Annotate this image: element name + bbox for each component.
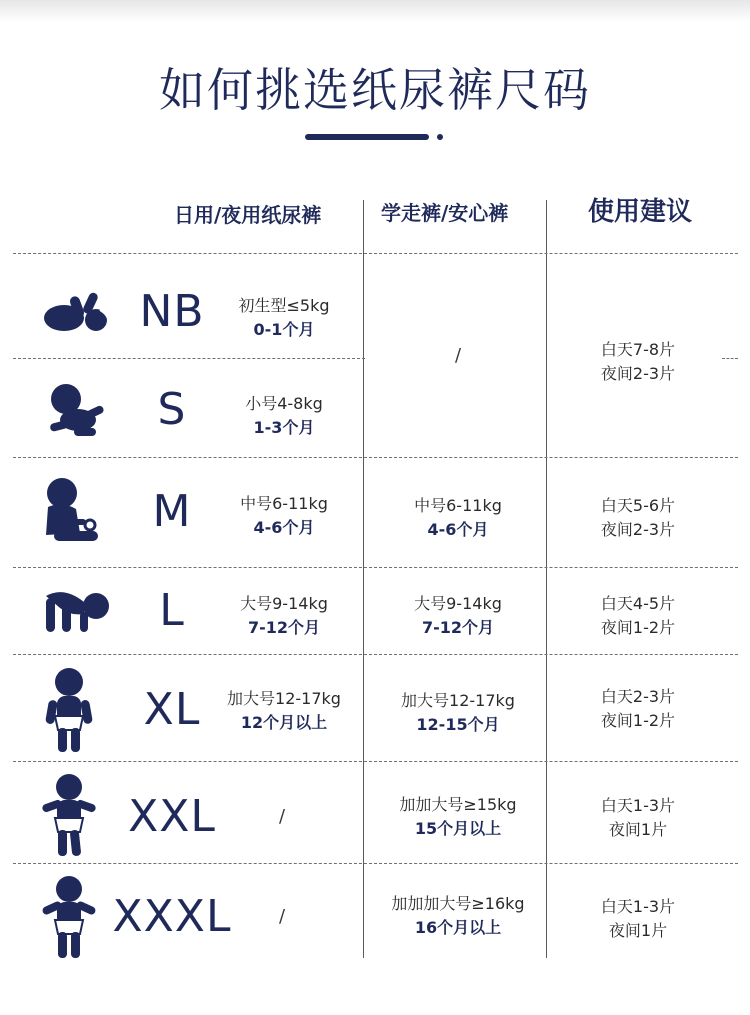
row-divider	[13, 654, 738, 655]
weight-text: 加加大号≥15kg	[399, 795, 517, 814]
weight-text: 中号6-11kg	[240, 494, 328, 513]
toddler-arms-up-icon	[40, 874, 98, 960]
size-label: M	[152, 486, 192, 537]
baby-sitting-icon	[40, 477, 102, 545]
usage-night-text: 夜间1片	[608, 820, 668, 839]
size-label: NB	[139, 286, 205, 337]
pants-cell	[370, 592, 546, 640]
usage-day-text: 白天4-5片	[600, 594, 676, 613]
pants-cell	[370, 689, 546, 737]
age-text: 7-12个月	[421, 618, 495, 637]
pants-cell	[370, 892, 546, 940]
pants-cell	[370, 793, 546, 841]
size-label: XL	[143, 684, 201, 735]
age-text: 0-1个月	[253, 320, 315, 339]
toddler-walking-icon	[40, 772, 98, 858]
weight-text: 加加加大号≥16kg	[391, 894, 525, 913]
title-underline	[305, 134, 429, 140]
usage-cell	[548, 895, 728, 943]
row-divider	[13, 863, 738, 864]
age-text: 16个月以上	[414, 918, 502, 937]
baby-crawling-icon	[44, 382, 108, 440]
age-text: 12-15个月	[416, 715, 500, 734]
diaper-cell	[225, 492, 343, 540]
row-divider	[13, 567, 738, 568]
divider-vertical	[363, 200, 364, 958]
size-label: L	[159, 585, 185, 636]
usage-cell	[548, 794, 728, 842]
top-shadow	[0, 0, 750, 22]
header-usage: 使用建议	[588, 197, 693, 227]
header-pants: 学走裤/安心裤	[381, 201, 509, 225]
weight-text: 小号4-8kg	[245, 394, 323, 413]
weight-text: 初生型≤5kg	[238, 296, 330, 315]
diaper-cell	[225, 294, 343, 342]
usage-day-text: 白天7-8片	[600, 340, 676, 359]
size-label: XXXL	[112, 891, 232, 942]
row-divider	[13, 457, 738, 458]
age-text: 1-3个月	[253, 418, 315, 437]
usage-day-text: 白天2-3片	[600, 687, 676, 706]
age-text: 4-6个月	[253, 518, 315, 537]
weight-text: 大号9-14kg	[240, 594, 328, 613]
header-diapers: 日用/夜用纸尿裤	[174, 203, 322, 227]
row-divider	[13, 253, 738, 254]
usage-day-text: 白天1-3片	[600, 897, 676, 916]
age-text: 7-12个月	[247, 618, 321, 637]
diaper-cell	[225, 592, 343, 640]
row-divider	[13, 761, 738, 762]
baby-standing-icon	[44, 666, 94, 754]
weight-text: 中号6-11kg	[414, 496, 502, 515]
size-label: XXL	[128, 791, 216, 842]
title-dot	[437, 134, 443, 140]
usage-night-text: 夜间2-3片	[600, 520, 676, 539]
baby-bending-icon	[40, 586, 112, 634]
row-divider	[13, 358, 365, 359]
diaper-cell	[222, 687, 346, 735]
page-title: 如何挑选纸尿裤尺码	[159, 63, 591, 117]
usage-cell	[548, 592, 728, 640]
weight-text: 加大号12-17kg	[401, 691, 515, 710]
pants-cell	[370, 494, 546, 542]
usage-cell	[548, 338, 728, 386]
age-text: 4-6个月	[427, 520, 489, 539]
age-text: 15个月以上	[414, 819, 502, 838]
diaper-empty-slash: /	[279, 906, 286, 927]
baby-lying-icon	[42, 290, 114, 336]
diaper-cell	[225, 392, 343, 440]
usage-night-text: 夜间1-2片	[600, 618, 676, 637]
pants-empty-slash: /	[455, 345, 462, 366]
usage-night-text: 夜间1-2片	[600, 711, 676, 730]
size-label: S	[157, 384, 187, 435]
weight-text: 大号9-14kg	[414, 594, 502, 613]
divider-vertical	[546, 200, 547, 958]
usage-cell	[548, 494, 728, 542]
diaper-empty-slash: /	[279, 806, 286, 827]
usage-night-text: 夜间1片	[608, 921, 668, 940]
age-text: 12个月以上	[240, 713, 328, 732]
weight-text: 加大号12-17kg	[227, 689, 341, 708]
usage-day-text: 白天1-3片	[600, 796, 676, 815]
usage-night-text: 夜间2-3片	[600, 364, 676, 383]
usage-day-text: 白天5-6片	[600, 496, 676, 515]
usage-cell	[548, 685, 728, 733]
